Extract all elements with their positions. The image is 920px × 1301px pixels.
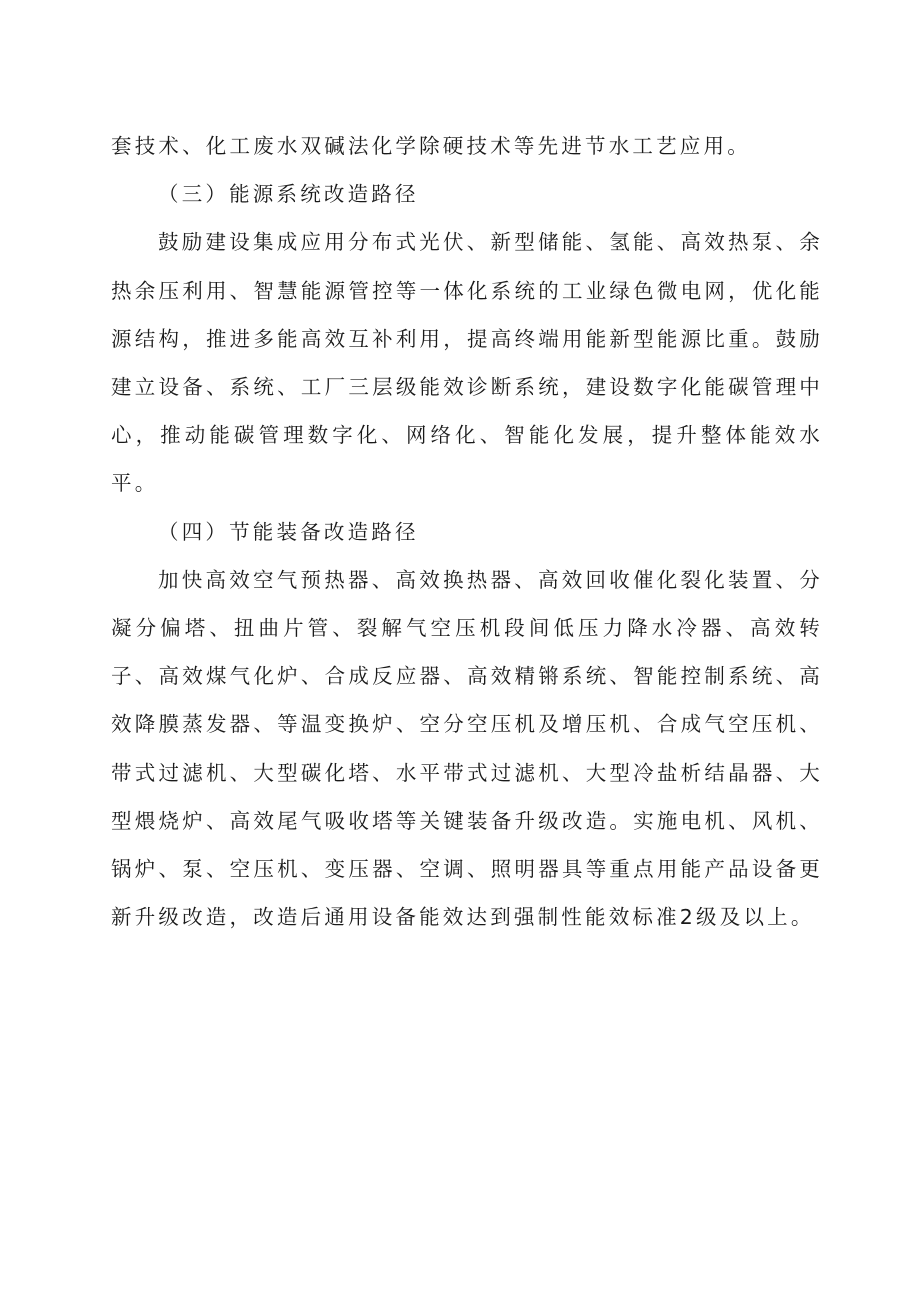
paragraph-energy-saving-equipment: 加快高效空气预热器、高效换热器、高效回收催化裂化装置、分凝分偏塔、扭曲片管、裂解气空压机段间低压力降水冷器、高效转子、高效煤气化炉、合成反应器、高效精锵系统、智能控制系统、高效降膜蒸发器、等温变换炉、空分空压机及增压机、合成气空压机、带式过滤机、大型碳化塔、水平带式过滤机、大型冷盐析结晶器、大型煨烧炉、高效尾气吸收塔等关键装备升级改造。实施电机、风机、锅炉、泵、空压机、变压器、空调、照明器具等重点用能产品设备更新升级改造，改造后通用设备能效达到强制性能效标准2级及以上。 [111,567,823,930]
section-heading-energy-system: （三）能源系统改造路径 [158,182,419,207]
paragraph-energy-system: 鼓励建设集成应用分布式光伏、新型储能、氢能、高效热泵、余热余压利用、智慧能源管控等一体化系统的工业绿色微电网，优化能源结构，推进多能高效互补利用，提高终端用能新型能源比重。鼓励建立设备、系统、工厂三层级能效诊断系统，建设数字化能碳管理中心，推动能碳管理数字化、网络化、智能化发展，提升整体能效水平。 [111,230,823,496]
section-heading-energy-saving-equipment: （四）节能装备改造路径 [158,519,419,544]
paragraph-continuation: 套技术、化工废水双碱法化学除硬技术等先进节水工艺应用。 [111,134,751,158]
document-body [111,122,823,941]
